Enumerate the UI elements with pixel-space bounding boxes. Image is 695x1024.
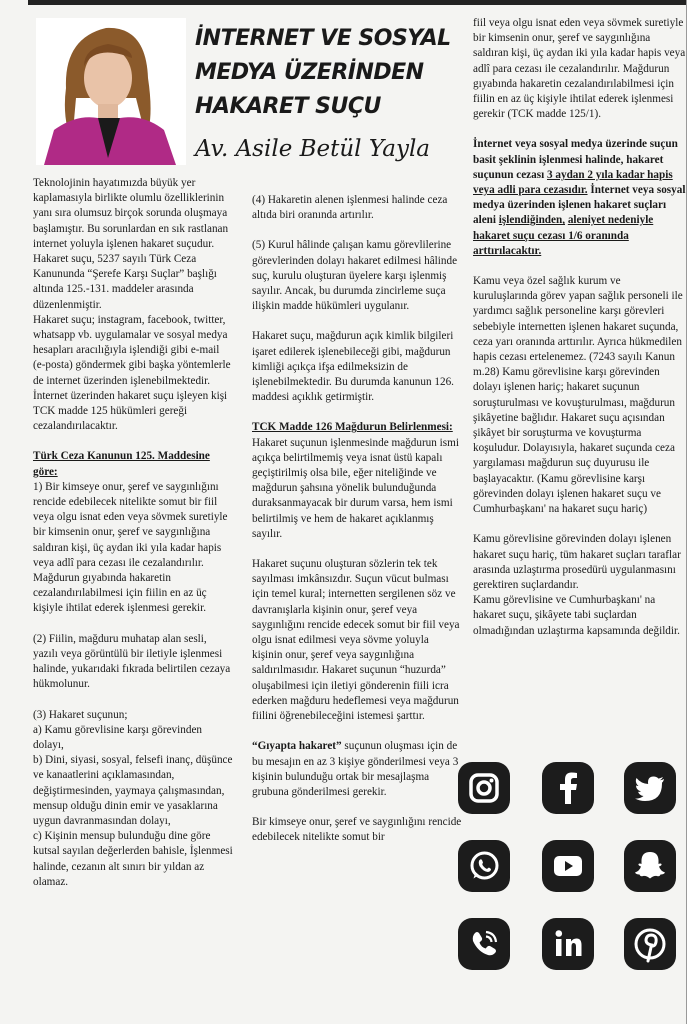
author-name: Av. Asile Betül Yayla bbox=[195, 136, 431, 162]
law-item: c) Kişinin mensup bulunduğu dine göre kutsal sayılan değerlerden bahisle, İşlenmesi halinde, cezanın alt sınırı bir yıldan az olamaz. bbox=[33, 830, 233, 888]
bold-text: İnternet veya sosyal medya üzerinde suçun basit şeklinin işlenmesi halinde, hakaret suçunun cezası bbox=[473, 138, 678, 181]
column-2 bbox=[252, 193, 462, 846]
article-title bbox=[195, 22, 465, 124]
title-line-2: MEDYA ÜZERİNDEN bbox=[195, 60, 424, 85]
bold-paragraph bbox=[473, 137, 687, 259]
paragraph: Hakaret suçunu oluşturan sözlerin tek tek sayılması imkânsızdır. Suçun vücut bulması için temel kural; internetten sergilenen söz ve davranışlarla kişinin onur, şeref veya saygınlığını rencide edecek somut bir fiil veya olgu isnat edilmesi veya sövme yoluyla kişinin onur, şeref veya saygınlığına saldırılmasıdır. Hakaret suçunun “huzurda” oluşabilmesi için iletiyi gönderenin fiili icra ederken mağduru hedeflemesi veya mağdurun fiilini öğrenebileceğini istemesi şarttır. bbox=[252, 558, 460, 723]
paragraph: fiil veya olgu isnat eden veya sövmek suretiyle bir kimsenin onur, şeref ve saygınlığına saldıran kişi, üç aydan iki yıla kadar hapis veya adlî para cezası ile cezalandırılır. Mağdurun gıyabında hakaretin cezalandırılabilmesi için fiilin en az üç kişiyle ihtilat ederek işlenmesi gerekir (TCK madde 125/1). bbox=[473, 17, 686, 121]
bold-term: “Gıyapta hakaret” bbox=[252, 740, 342, 753]
top-rule bbox=[28, 0, 690, 5]
law-item: b) Dini, siyasi, sosyal, felsefi inanç, düşünce ve kanaatlerini açıklamasından, değiştirmesinden, yaymaya çalışmasından, mensup olduğu dinin emir ve yasaklarına uygun davranmasından dolayı, bbox=[33, 754, 233, 827]
column-3 bbox=[473, 16, 687, 639]
paragraph-text: suçunun oluşması için de bu mesajın en az 3 kişiye gönderilmesi veya 3 kişinin bulunduğu ortak bir mesajlaşma grubuna gönderilmesi gerekir. bbox=[252, 740, 459, 798]
paragraph: Kamu görevlisine görevinden dolayı işlenen hakaret suçu hariç, tüm hakaret suçları taraflar arasında uzlaştırma prosedürü uygulanmasını gerektiren suçlardandır. bbox=[473, 533, 681, 591]
whatsapp-icon[interactable] bbox=[458, 840, 510, 892]
law-item: (5) Kurul hâlinde çalışan kamu görevlilerine görevlerinden dolayı hakaret edilmesi hâlinde suç, kurulu oluşturan üyelere karşı işlenmiş sayılır. Ancak, bu durumda zincirleme suça ilişkin madde hükümleri uygulanır. bbox=[252, 239, 458, 313]
snapchat-icon[interactable] bbox=[624, 840, 676, 892]
pinterest-icon[interactable] bbox=[624, 918, 676, 970]
facebook-icon[interactable] bbox=[542, 762, 594, 814]
twitter-icon[interactable] bbox=[624, 762, 676, 814]
law-item: a) Kamu görevlisine karşı görevinden dolayı, bbox=[33, 723, 203, 751]
page-edge bbox=[686, 0, 695, 1024]
underlined-text: işlendiğinden, bbox=[498, 214, 566, 227]
underlined-text: aleniyet nedeniyle hakaret suçu cezası 1/6 oranında arttırılacaktır. bbox=[473, 214, 654, 257]
paragraph: Kamu görevlisine ve Cumhurbaşkanı' na hakaret suçu, şikâyete tabi suçlardan olmadığından uzlaştırma kapsamında değildir. bbox=[473, 594, 680, 637]
law-item: (4) Hakaretin alenen işlenmesi halinde ceza altıda biri oranında artırılır. bbox=[252, 194, 448, 222]
paragraph: Hakaret suçu, 5237 sayılı Türk Ceza Kanununda “Şerefe Karşı Suçlar” başlığı altında 125.-131. maddeler arasında düzenlenmiştir. bbox=[33, 253, 217, 311]
paragraph: Bir kimseye onur, şeref ve saygınlığını rencide edebilecek nitelikte somut bir bbox=[252, 816, 462, 844]
paragraph: Kamu veya özel sağlık kurum ve kuruluşlarında görev yapan sağlık personeli ile yardımcı sağlık personeline karşı görevleri sebebiyle internetten işlenen hakaret suçunda, ceza yarı oranında arttırılır. Ayrıca hükmedilen hapis cezası ertelenemez. (7243 sayılı Kanun m.28) Kamu görevlisine karşı görevinden dolayı işlenen hariç; hakaret suçunun soruşturulması ve kovuşturulması, mağdurun şikâyetine bağlıdır. Hakaret suçu açısından şikâyet bir soruşturma ve kovuşturma koşuludur. Dolayısıyla, hakaret suçunda ceza yargılaması mağdurun suç duyurusu ile başlayacaktır. (Kamu görevlisine karşı görevinden dolayı işlenen hakaret suçu ve Cumhurbaşkanı' na hakaret suçu hariç) bbox=[473, 275, 683, 516]
underlined-text: 3 aydan 2 yıla kadar hapis veya adli para cezasıdır. bbox=[473, 168, 673, 197]
law-item: (2) Fiilin, mağduru muhatap alan sesli, yazılı veya görüntülü bir iletiyle işlenmesi halinde, yukarıdaki fıkrada belirtilen cezaya hükmolunur. bbox=[33, 632, 231, 691]
intro-paragraph: Teknolojinin hayatımızda büyük yer kaplamasıyla birlikte olumlu özelliklerinin yanı sıra olumsuz birçok sorunda oluşmaya başlamıştır. Bu sorunlardan en sık rastlanan internet yoluyla işlenen hakaret suçudur. bbox=[33, 177, 229, 250]
section-heading: Türk Ceza Kanunun 125. Maddesine göre: bbox=[33, 450, 210, 478]
youtube-icon[interactable] bbox=[542, 840, 594, 892]
law-item: 1) Bir kimseye onur, şeref ve saygınlığını rencide edebilecek nitelikte somut bir fiil veya olgu isnat eden veya sövmek suretiyle bir kimsenin onur, şeref ve saygınlığına saldıran kişi, üç aydan iki yıla kadar hapis veya adlî para cezası ile cezalandırılır. Mağdurun gıyabında hakaretin cezalandırılabilmesi için fiilin en az üç kişiyle ihtilat ederek işlenmesi gerekir. bbox=[33, 480, 228, 615]
linkedin-icon[interactable] bbox=[542, 918, 594, 970]
title-line-1: İNTERNET VE SOSYAL bbox=[195, 26, 451, 51]
bold-text: İnternet veya sosyal medya üzerinden işlenen hakaret suçları aleni bbox=[473, 184, 686, 227]
author-photo bbox=[36, 18, 186, 165]
paragraph bbox=[252, 739, 462, 800]
section-heading: TCK Madde 126 Mağdurun Belirlenmesi: bbox=[252, 421, 453, 434]
law-item: (3) Hakaret suçunun; bbox=[33, 708, 128, 721]
paragraph: Hakaret suçu, mağdurun açık kimlik bilgileri işaret edilerek işlenebileceği gibi, mağdurun kimliği açıkça ifşa edilmeksizin de işlenebilmektedir. Bu durumda kanunun 126. maddesi açıklık getirmiştir. bbox=[252, 330, 454, 404]
title-line-3: HAKARET SUÇU bbox=[195, 94, 381, 119]
viber-icon[interactable] bbox=[458, 918, 510, 970]
instagram-icon[interactable] bbox=[458, 762, 510, 814]
paragraph: Hakaret suçu; instagram, facebook, twitter, whatsapp vb. uygulamalar ve sosyal medya hesapları aracılığıyla işlendiği gibi e-mail (e-posta) göndermek gibi başka yöntemlerle de internet üzerinden işlenebilmektedir. İnternet üzerinden hakaret suçu işleyen kişi TCK madde 125 hükümleri gereği cezalandırılacaktır. bbox=[33, 313, 231, 433]
column-1 bbox=[33, 176, 233, 890]
paragraph: Hakaret suçunun işlenmesinde mağdurun ismi açıkça belirtilmemiş veya isnat üstü kapalı geçiştirilmiş olsa bile, eğer niteliğinde ve mağdurun şahsına yönelik bulunduğunda duraksanmayacak bir durum varsa, hem ismi belirtilmiş ve hem de hakaret açıklanmış sayılır. bbox=[252, 436, 459, 540]
